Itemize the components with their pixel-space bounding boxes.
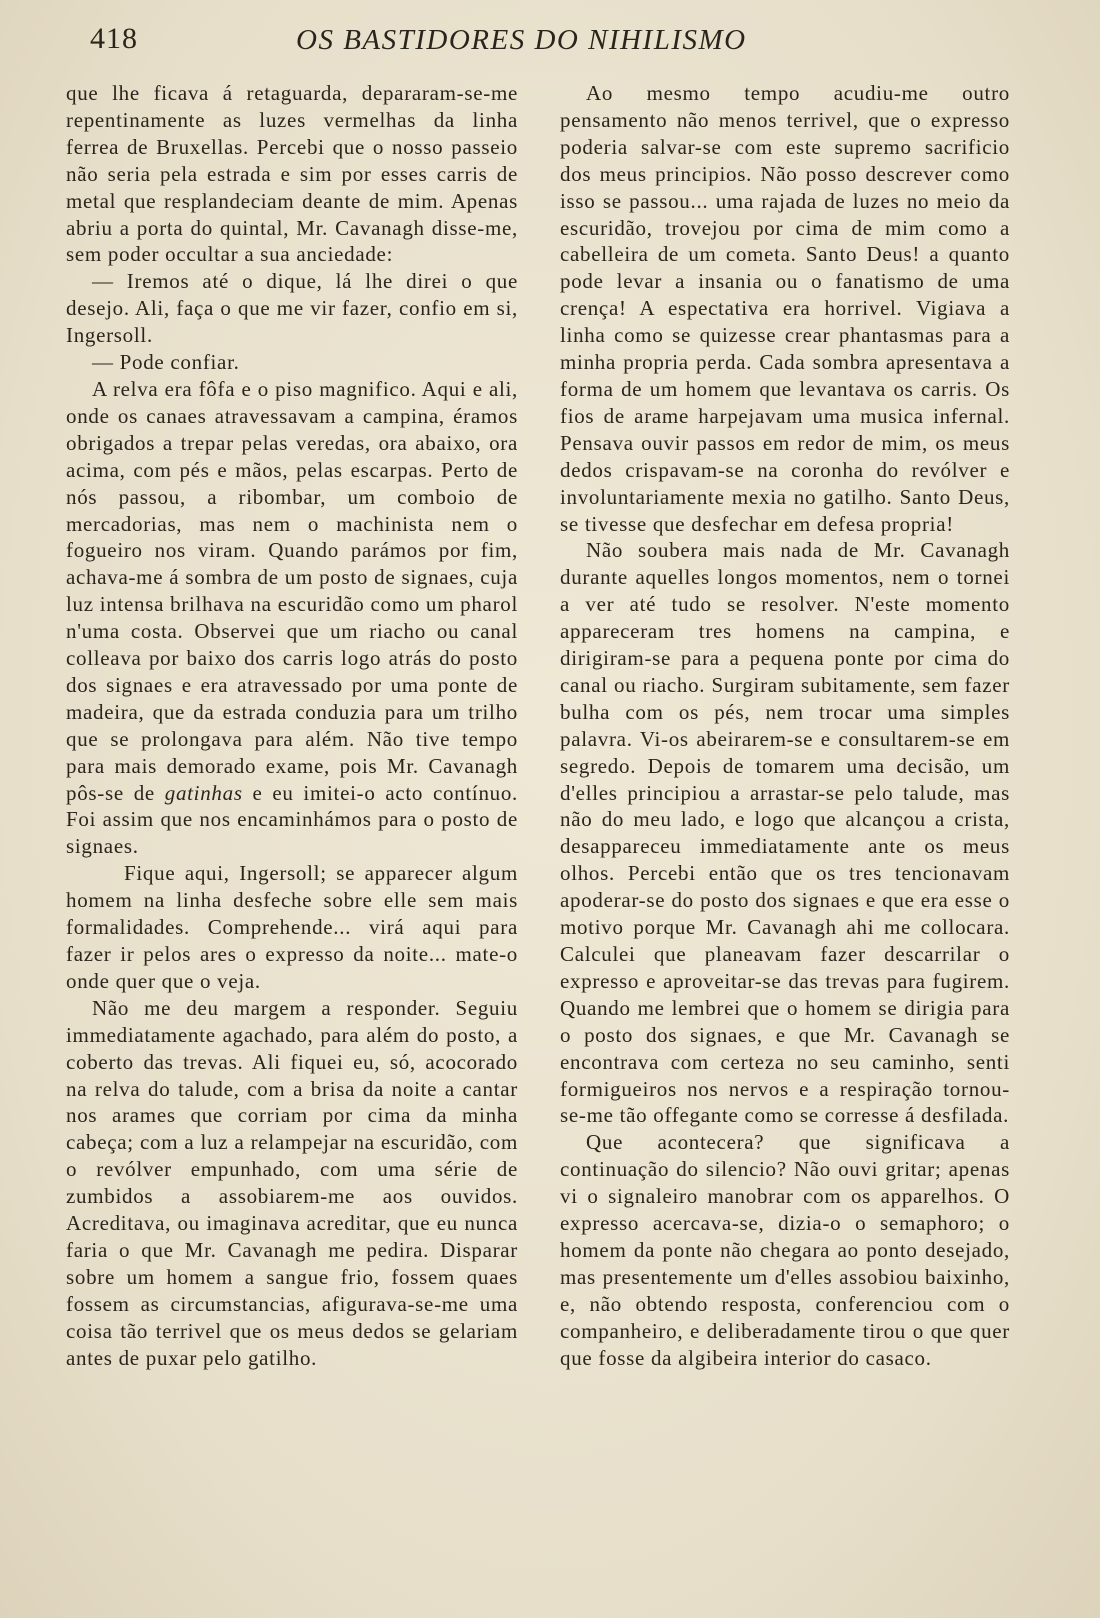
right-paragraph-1: Ao mesmo tempo acudiu-me outro pensamento não menos terrivel, que o expresso poderia salvar-se com este supremo sacrificio dos meus principios. Não posso descrever como isso se passou... uma rajada de luzes no meio da escuridão, trovejou por cima de mim como a cabelleira de um cometa. Santo Deus! a quanto pode levar a insania ou o fanatismo de uma crença! A espectativa era horrivel. Vigiava a linha como se quizesse crear phantasmas para a minha propria perda. Cada sombra apresentava a forma de um homem que levantava os carris. Os fios de arame harpejavam uma musica infernal. Pensava ouvir passos em redor de mim, os meus dedos crispavam-se na coronha do revólver e involuntariamente mexia no gatilho. Santo Deus, se tivesse que desfechar em defesa propria! [560, 81, 1010, 536]
left-paragraph-4-end: e eu imitei-o acto contínuo. Foi assim que nos encaminhámos para o posto de signaes. [66, 780, 518, 859]
right-paragraph-3: Que acontecera? que significava a continuação do silencio? Não ouvi gritar; apenas vi o signaleiro manobrar com os apparelhos. O expresso acercava-se, dizia-o o semaphoro; o homem da ponte não chegara ao ponto desejado, mas presentemente um d'elles assobiou baixinho, e, não obtendo resposta, conferenciou com o companheiro, e deliberadamente tirou o que quer que fosse da algibeira interior do casaco. [560, 1130, 1010, 1370]
left-paragraph-1: que lhe ficava á retaguarda, depararam-se-me repentinamente as luzes vermelhas da linha ferrea de Bruxellas. Percebi que o nosso passeio não seria pela estrada e sim por esses carris de metal que resplandeciam deante de mim. Apenas abriu a porta do quintal, Mr. Cavanagh disse-me, sem poder occultar a sua anciedade: [66, 81, 518, 267]
left-paragraph-4 [66, 376, 518, 860]
left-paragraph-6: Não me deu margem a responder. Seguiu immediatamente agachado, para além do posto, a coberto das trevas. Ali fiquei eu, só, acocorado na relva do talude, com a brisa da noite a cantar nos arames que corriam por cima da minha cabeça; com a luz a relampejar na escuridão, com o revólver empunhado, com uma série de zumbidos a assobiarem-me aos ouvidos. Acreditava, ou imaginava acreditar, que eu nunca faria o que Mr. Cavanagh me pedira. Disparar sobre um homem a sangue frio, fossem quaes fossem as circumstancias, afigurava-se-me uma coisa tão terrivel que os meus dedos se gelariam antes de puxar pelo gatilho. [66, 995, 518, 1370]
left-paragraph-5: Fique aqui, Ingersoll; se apparecer algum homem na linha desfeche sobre elle sem mais formalidades. Comprehende... virá aqui para fazer ir pelos ares o expresso da noite... mate-o onde quer que o veja. [66, 861, 518, 993]
page-number: 418 [90, 22, 138, 55]
left-column [66, 80, 518, 1372]
left-paragraph-2: — Iremos até o dique, lá lhe direi o que desejo. Ali, faça o que me vir fazer, confio em si, Ingersoll. [66, 269, 518, 348]
right-column [560, 80, 1010, 1372]
page-header [84, 18, 800, 62]
left-paragraph-4-text: A relva era fôfa e o piso magnifico. Aqui e ali, onde os canaes atravessavam a campina, éramos obrigados a trepar pelas veredas, ora abaixo, ora acima, com pés e mãos, pelas escarpas. Perto de nós passou, a ribombar, um comboio de mercadorias, mas nem o machinista nem o fogueiro nos viram. Quando parámos por fim, achava-me á sombra de um posto de signaes, cuja luz intensa brilhava na escuridão como um pharol n'uma costa. Observei que um riacho ou canal colleava por baixo dos carris logo atrás do posto dos signaes e era atravessado por uma ponte de madeira, que da estrada conduzia para um trilho que se prolongava para além. Não tive tempo para mais demorado exame, pois Mr. Cavanagh pôs-se de [66, 376, 518, 805]
right-paragraph-2: Não soubera mais nada de Mr. Cavanagh durante aquelles longos momentos, nem o tornei a ver até tudo se resolver. N'este momento appareceram tres homens na campina, e dirigiram-se para a pequena ponte por cima do canal ou riacho. Surgiram subitamente, sem fazer bulha com os pés, nem trocar uma simples palavra. Vi-os abeirarem-se e consultarem-se em segredo. Depois de tomarem uma decisão, um d'elles principiou a arrastar-se pelo talude, mas não do meu lado, e logo que alcançou a crista, desappareceu immediatamente ante os meus olhos. Percebi então que os tres tencionavam apoderar-se do posto dos signaes e que era esse o motivo porque Mr. Cavanagh ahi me collocara. Calculei que planeavam fazer descarrilar o expresso e aproveitar-se das trevas para fugirem. Quando me lembrei que o homem se dirigia para o posto dos signaes, e que Mr. Cavanagh se encontrava com certeza no seu caminho, senti formigueiros nos nervos e a respiração tornou-se-me tão offegante como se corresse á desfilada. [560, 538, 1010, 1128]
running-title: OS BASTIDORES DO NIHILISMO [296, 24, 747, 56]
italic-word: gatinhas [164, 780, 243, 805]
left-paragraph-3: — Pode confiar. [92, 350, 240, 375]
